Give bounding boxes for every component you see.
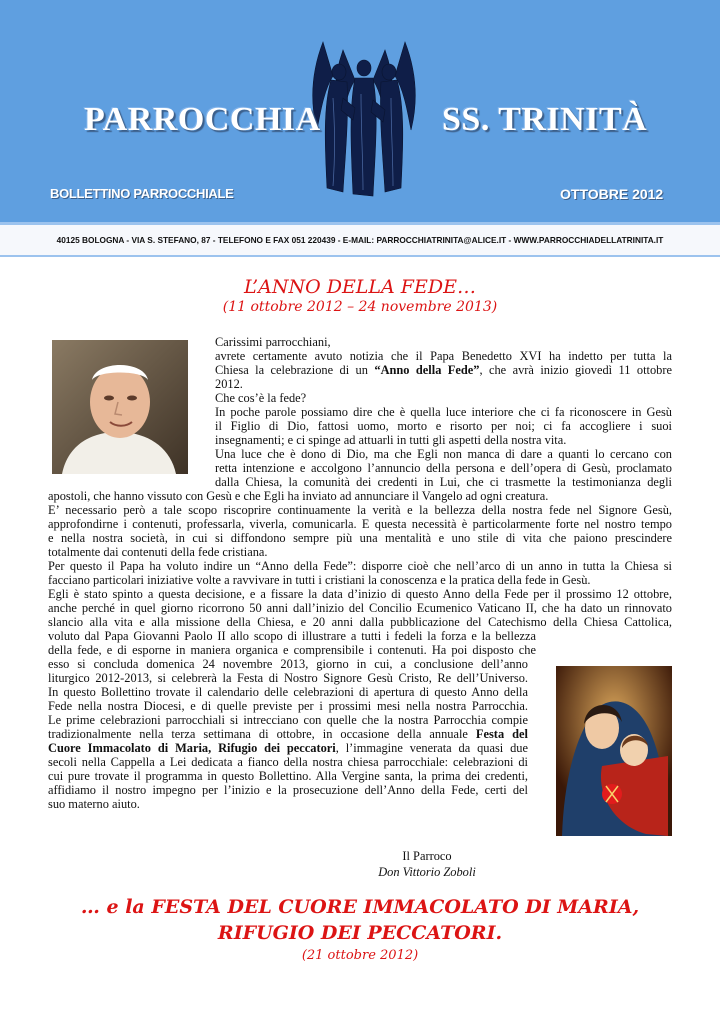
article-dates: (11 ottobre 2012 – 24 novembre 2013) (222, 299, 498, 315)
three-angels-logo (303, 38, 425, 198)
text-line: Che cos’è la fede? (215, 391, 307, 405)
text-line: Fede nella nostra Diocesi, e di quelle previste per i prossimi mesi nella nostra Parrocchia. (48, 699, 528, 713)
text-line: tradizionalmente nella terza settimana di ottobre, in occasione della annuale Festa del (48, 727, 528, 741)
feast-heading-line1: … e la FESTA DEL CUORE IMMACOLATO DI MARIA, (80, 896, 640, 918)
signature-role: Il Parroco (402, 849, 452, 863)
text-line: totalmente dai contenuti della fede cristiana. (48, 545, 268, 559)
text-line: affidiamo il nostro impegno per l’inizio e la prosecuzione dell’Anno della Fede, certi del (48, 783, 528, 797)
parish-title-right: SS. TRINITÀ (442, 101, 648, 138)
masthead (0, 0, 720, 225)
text-line: avrete certamente avuto notizia che il Papa Benedetto XVI ha indetto per tutta la (215, 349, 672, 363)
text-line: Per questo il Papa ha voluto indire un “Anno della Fede”: disporre cioè che nell’arco di un anno in tutta la Chiesa si (48, 559, 672, 573)
text-line: In poche parole possiamo dire che è quella luce interiore che ci fa riconoscere in Gesù (215, 405, 672, 419)
signature-name: Don Vittorio Zoboli (378, 865, 476, 879)
text-line: dalla Chiesa, la comunità dei credenti in Lui, che ci trasmette la testimonianza degli (215, 475, 672, 489)
text-line: voluto dal Papa Giovanni Paolo II allo scopo di illustrare a tutti i fedeli la forza e la bellezza (48, 629, 536, 643)
text-line: insegnamenti; e ci spinge ad attuarli in tutti gli aspetti della nostra vita. (215, 433, 567, 447)
text-line: e nella nostra società, in cui si diffondono sempre più una mentalità e uno stile di vita che paiono prescindere (48, 531, 672, 545)
feast-date: (21 ottobre 2012) (301, 948, 419, 963)
text-line: Carissimi parrocchiani, (215, 335, 331, 349)
signature-block (377, 848, 477, 880)
bulletin-label: BOLLETTINO PARROCCHIALE (50, 186, 234, 201)
text-line: Le prime celebrazioni parrocchiali si intrecciano con quelle che la nostra Parrocchia compie (48, 713, 528, 727)
pope-photo (52, 340, 188, 474)
text-line: facciano particolari iniziative volte a ravvivare in tutti i cristiani la conoscenza e la pratica della fede in Gesù. (48, 573, 591, 587)
text-line: Chiesa la celebrazione di un “Anno della Fede”, che avrà inizio giovedì 11 ottobre (215, 363, 672, 377)
madonna-painting (556, 666, 672, 836)
text-line: Egli è stato spinto a questa decisione, e a fissare la data d’inizio di questo Anno della Fede per il prossimo 12 ottobre, (48, 587, 672, 601)
parish-title-left: PARROCCHIA (84, 101, 321, 138)
text-line: approfondirne i contenuti, professarla, viverla, comunicarla. E questa necessità è particolarmente forte nel nostro tempo (48, 517, 672, 531)
article-heading: L’ANNO DELLA FEDE… (244, 276, 476, 298)
text-line: suo materno aiuto. (48, 797, 140, 811)
text-line: anche perché in quel giorno ricorrono 50 anni dall’inizio del Concilio Ecumenico Vaticano II, che ha dato un rinnovato (48, 601, 672, 615)
contact-line: 40125 BOLOGNA - VIA S. STEFANO, 87 - TELEFONO E FAX 051 220439 - E-MAIL: PARROCCHIATRINITA@ALICE.IT - WWW.PARROCCHIADELLATRINITA.IT (0, 225, 720, 257)
text-line: della fede, e di esporne in maniera organica e comprensibile i contenuti. Ha poi disposto che (48, 643, 536, 657)
text-line: cui pure trovate il programma in questo Bollettino. Alla Vergine santa, la prima dei credenti, (48, 769, 528, 783)
text-line: Cuore Immacolato di Maria, Rifugio dei peccatori, l’immagine venerata da quasi due (48, 741, 529, 755)
text-line: retta intenzione e accolgono l’annuncio della persona e dell’opera di Gesù, proclamato (215, 461, 672, 475)
text-line: In questo Bollettino trovate il calendario delle celebrazioni di apertura di questo Anno della (48, 685, 528, 699)
text-line: liturgico 2012-2013, si celebrerà la Festa di Nostro Signore Gesù Cristo, Re dell’Universo. (48, 671, 528, 685)
text-line: slancio alla vita e alla missione della Chiesa, e 20 anni dalla pubblicazione del Catechismo della Chiesa Cattolica, (48, 615, 672, 629)
text-line: il Figlio di Dio, fattosi uomo, morto e risorto per noi; ci fa accogliere i suoi (215, 419, 672, 433)
text-line: esso si concluda domenica 24 novembre 2013, giorno in cui, a conclusione dell’anno (48, 657, 528, 671)
text-line: 2012. (215, 377, 243, 391)
feast-heading-line2: RIFUGIO DEI PECCATORI. (217, 922, 503, 944)
issue-date: OTTOBRE 2012 (560, 186, 664, 202)
text-line: Una luce che è dono di Dio, ma che Egli non manca di dare a quanti lo cercano con (215, 447, 672, 461)
text-line: E’ necessario però a tale scopo riscoprire continuamente la verità e la bellezza della nostra fede nel Signore Gesù, (48, 503, 672, 517)
text-line: secoli nella Cappella a Lei dedicata a fianco della nostra chiesa parrocchiale: celebrazioni di (48, 755, 528, 769)
text-line: apostoli, che hanno vissuto con Gesù e che Egli ha inviato ad annunciare il Vangelo ad ogni creatura. (48, 489, 549, 503)
